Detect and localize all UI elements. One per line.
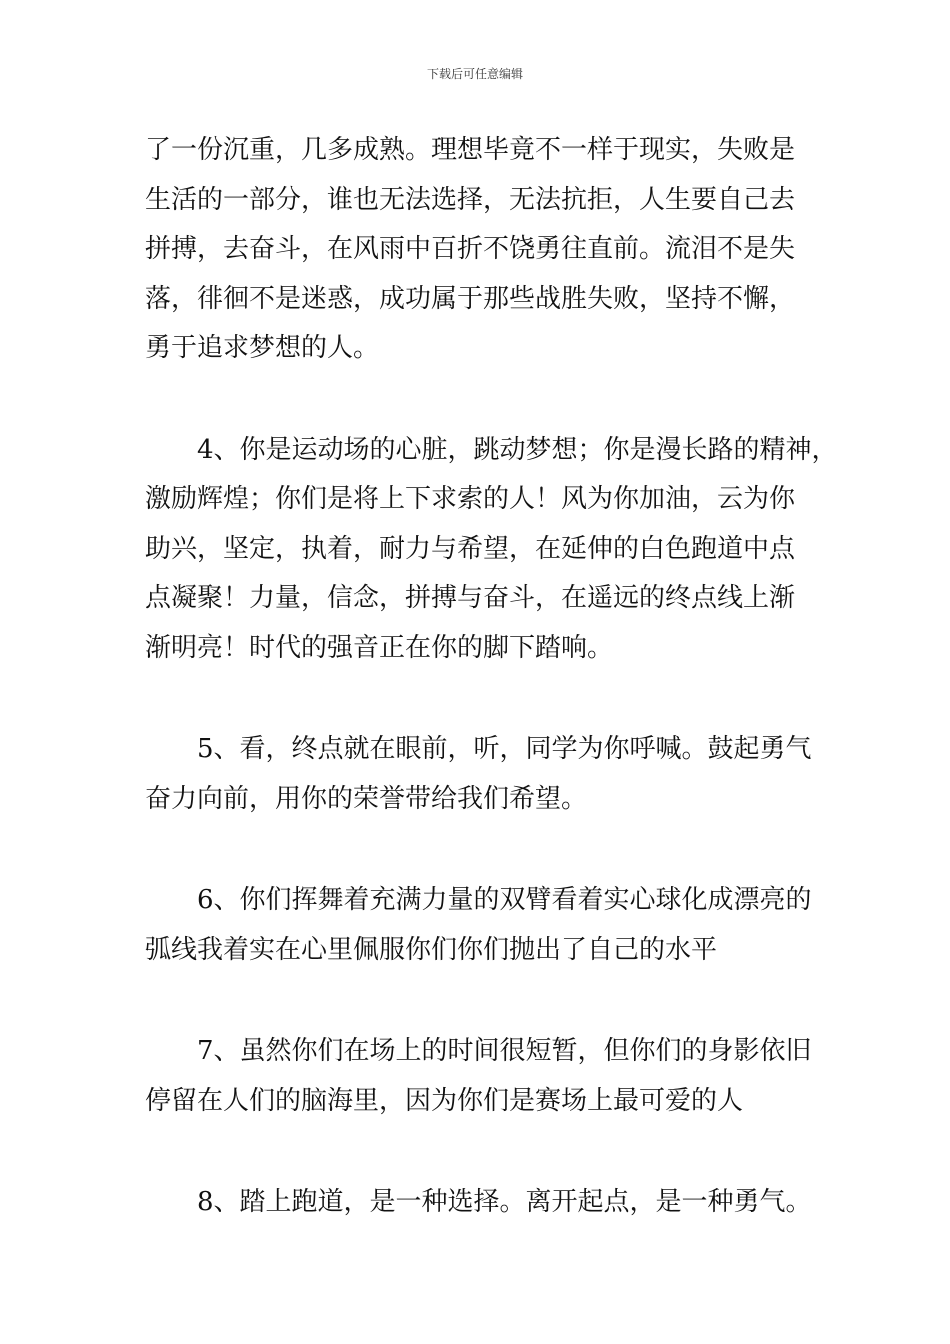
text-line: 激励辉煌；你们是将上下求索的人！风为你加油，云为你 bbox=[145, 484, 796, 514]
text-line: 4、你是运动场的心脏，跳动梦想；你是漫长路的精神， bbox=[197, 434, 838, 465]
text-line: 5、看，终点就在眼前，听，同学为你呼喊。鼓起勇气 bbox=[197, 734, 812, 764]
text-line: 7、虽然你们在场上的时间很短暂，但你们的身影依旧 bbox=[197, 1036, 812, 1066]
paragraph-continuation bbox=[145, 126, 835, 374]
text-line: 落，徘徊不是迷惑，成功属于那些战胜失败，坚持不懈， bbox=[145, 283, 796, 314]
paragraph-item-7 bbox=[145, 1027, 835, 1126]
text-line: 8、踏上跑道，是一种选择。离开起点，是一种勇气。 bbox=[197, 1187, 812, 1217]
text-line: 了一份沉重，几多成熟。理想毕竟不一样于现实，失败是 bbox=[145, 135, 796, 165]
paragraph-item-5 bbox=[145, 725, 835, 824]
paragraph-item-6 bbox=[145, 876, 835, 975]
page-header: 下载后可任意编辑 bbox=[426, 67, 523, 81]
text-line: 拼搏，去奋斗，在风雨中百折不饶勇往直前。流泪不是失 bbox=[145, 234, 796, 264]
text-line: 奋力向前，用你的荣誉带给我们希望。 bbox=[145, 783, 588, 814]
text-line: 助兴，坚定，执着，耐力与希望，在延伸的白色跑道中点 bbox=[145, 533, 796, 564]
text-line: 点凝聚！力量，信念，拼搏与奋斗，在遥远的终点线上渐 bbox=[145, 583, 796, 613]
paragraph-item-8 bbox=[145, 1178, 835, 1228]
document-body bbox=[145, 126, 838, 1228]
text-line: 停留在人们的脑海里，因为你们是赛场上最可爱的人 bbox=[145, 1085, 744, 1116]
text-line: 勇于追求梦想的人。 bbox=[145, 333, 380, 363]
text-line: 6、你们挥舞着充满力量的双臂看着实心球化成漂亮的 bbox=[197, 885, 812, 915]
text-line: 弧线我着实在心里佩服你们你们抛出了自己的水平 bbox=[145, 934, 718, 965]
paragraph-item-4 bbox=[145, 426, 838, 674]
text-line: 渐明亮！时代的强音正在你的脚下踏响。 bbox=[145, 632, 614, 663]
text-line: 生活的一部分，谁也无法选择，无法抗拒，人生要自己去 bbox=[145, 184, 796, 215]
